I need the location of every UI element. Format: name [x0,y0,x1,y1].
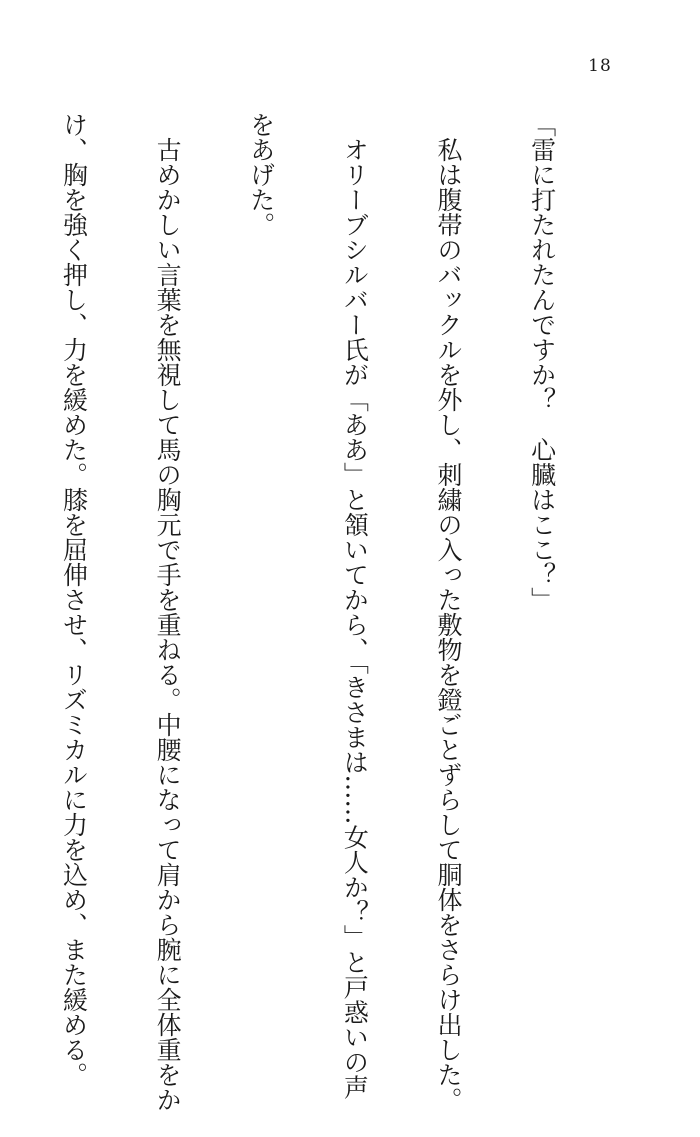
page-number: 18 [588,56,612,76]
text-line: をあげた。 [246,112,276,237]
text-line: 古めかしい言葉を無視して馬の胸元で手を重ねる。中腰になって肩から腕に全体重をか [153,112,183,1112]
text-line: オリーブシルバー氏が「ああ」と頷いてから、「きさまは……女人か？」と戸惑いの声 [340,112,370,1100]
novel-text [59,112,620,1112]
text-line: け、胸を強く押し、力を緩めた。膝を屈伸させ、リズミカルに力を込め、また緩める。 [59,112,89,1087]
text-line: 私は腹帯のバックルを外し、刺繍の入った敷物を鐙ごとずらして胴体をさらけ出した。 [433,112,463,1112]
text-line: 「雷に打たれたんですか？ 心臓はここ？」 [527,112,557,612]
